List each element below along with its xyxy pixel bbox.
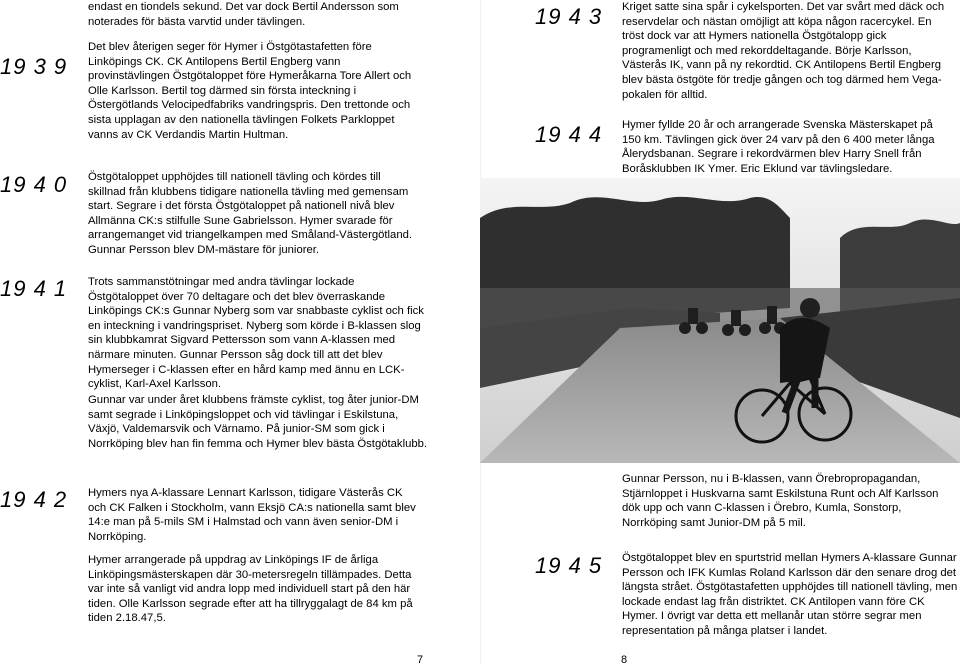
page-number-right: 8 — [621, 654, 628, 666]
year-heading-1939: 19 3 9 — [0, 54, 68, 79]
paragraph-1943: Kriget satte sina spår i cykelsporten. Det var svårt med däck och reservdelar och nästan omöjligt att köpa någon racercykel. En tröst dock var att Hymers nationella Östgötalopp gick programenligt och med rekorddeltagande. Börje Karlsson, Västerås IK, vann på ny rekordtid. CK Antilopens Bertil Engberg blev bästa östgöte för tredje gången och tog därmed hem Vega-pokalen för alltid. — [622, 1, 945, 101]
paragraph-1939: Det blev återigen seger för Hymer i Östgötastafetten före Linköpings CK. CK Antilopens Bertil Engberg vann provinstävlingen Östgötaloppet före Hymeråkarna Tore Allert och Olle Karlsson. Bertil tog därmed sin första inteckning i Östergötlands Velocipedfabriks vandringspris. Den trettonde och sista upplagan av den nationella tävlingen Folkets Parkloppet vanns av CK Verdandis Martin Hultman. — [88, 41, 412, 141]
paragraph-1940: Östgötaloppet upphöjdes till nationell tävling och kördes till skillnad från klubbens tidigare nationella tävling med gemensam start. Segrare i det första Östgötaloppet på nationell nivå blev Allmänna CK:s stilfulle Sune Gabrielsson. Hymer svarade för arrangemanget vid triangelkampen med Småland-Västergötland. Gunnar Persson blev DM-mästare för juniorer. — [88, 171, 413, 256]
year-heading-1944: 19 4 4 — [535, 122, 603, 147]
year-heading-1943: 19 4 3 — [535, 4, 603, 29]
paragraph-photo-caption: Gunnar Persson, nu i B-klassen, vann Örebropropagandan, Stjärnloppet i Huskvarna samt Eskilstuna Runt och Alf Karlsson dök upp och vann C-klassen i Örebro, Kumla, Sonstorp, Norrköping samt Junior-DM på 5 mil. — [622, 473, 939, 529]
year-heading-1942: 19 4 2 — [0, 487, 68, 512]
bicycle-race-photo — [480, 178, 960, 463]
paragraph-1941: Trots sammanstötningar med andra tävlingar lockade Östgötaloppet över 70 deltagare och det blev överraskande Linköpings CK:s Gunnar Nyberg som var snabbaste cyklist och fick en inteckning i vandringspriset. Nyberg som körde i B-klassen slog sin klubbkamrat Sigvard Pettersson som vann A-klassen med närmare minuten. Gunnar Persson såg dock till att det blev Hymerseger i C-klassen efter en hård kamp med ännu en LCK-cyklist, Karl-Axel Karlsson. — [88, 276, 424, 391]
paragraph-1944: Hymer fyllde 20 år och arrangerade Svenska Mästerskapet på 150 km. Tävlingen gick över 24 varv på den 6 400 meter långa Ålerydsbanan. Segrare i rekordvärmen blev Harry Snell från Boråsklubben IK Ymer. Eric Eklund var tävlingsledare. — [622, 119, 935, 175]
year-heading-1940: 19 4 0 — [0, 172, 68, 197]
year-heading-1941: 19 4 1 — [0, 276, 68, 301]
paragraph-1942b: Hymer arrangerade på uppdrag av Linköpings IF de årliga Linköpingsmästerskapen där 30-metersregeln tillämpades. Detta var inte så vanligt vid andra lopp med individuell start på den här tiden. Olle Karlsson segrade efter att ha tillryggalagt de 84 km på tiden 2.18.47,5. — [88, 554, 413, 625]
paragraph-1941b: Gunnar var under året klubbens främste cyklist, tog åter junior-DM samt segrade i Linköpingsloppet och vid tävlingar i Eskilstuna, Växjö, Valdemarsvik och Värnamo. På junior-SM som gick i Norrköping blev han fin femma och Hymer blev bästa Östgötaklubb. — [88, 394, 428, 450]
paragraph-1945: Östgötaloppet blev en spurtstrid mellan Hymers A-klassare Gunnar Persson och IFK Kumlas Roland Karlsson där den senare drog det längsta strået. Östgötastafetten upphöjdes till nationell tävling, men lockade endast lag från distriktet. CK Antilopen vann före CK Hymer. I övrigt var detta ett mellanår utan större segrar men representation på många platser i landet. — [622, 552, 958, 637]
year-heading-1945: 19 4 5 — [535, 553, 603, 578]
intro-paragraph: endast en tiondels sekund. Det var dock Bertil Andersson som noterades för bästa varvtid under tävlingen. — [88, 1, 399, 28]
page-number-left: 7 — [417, 654, 424, 666]
paragraph-1942: Hymers nya A-klassare Lennart Karlsson, tidigare Västerås CK och CK Falken i Stockholm, vann Eksjö CA:s nationella samt blev 14:e man på 5-mils SM i Halmstad och vann även senior-DM i Norrköping. — [88, 487, 416, 543]
